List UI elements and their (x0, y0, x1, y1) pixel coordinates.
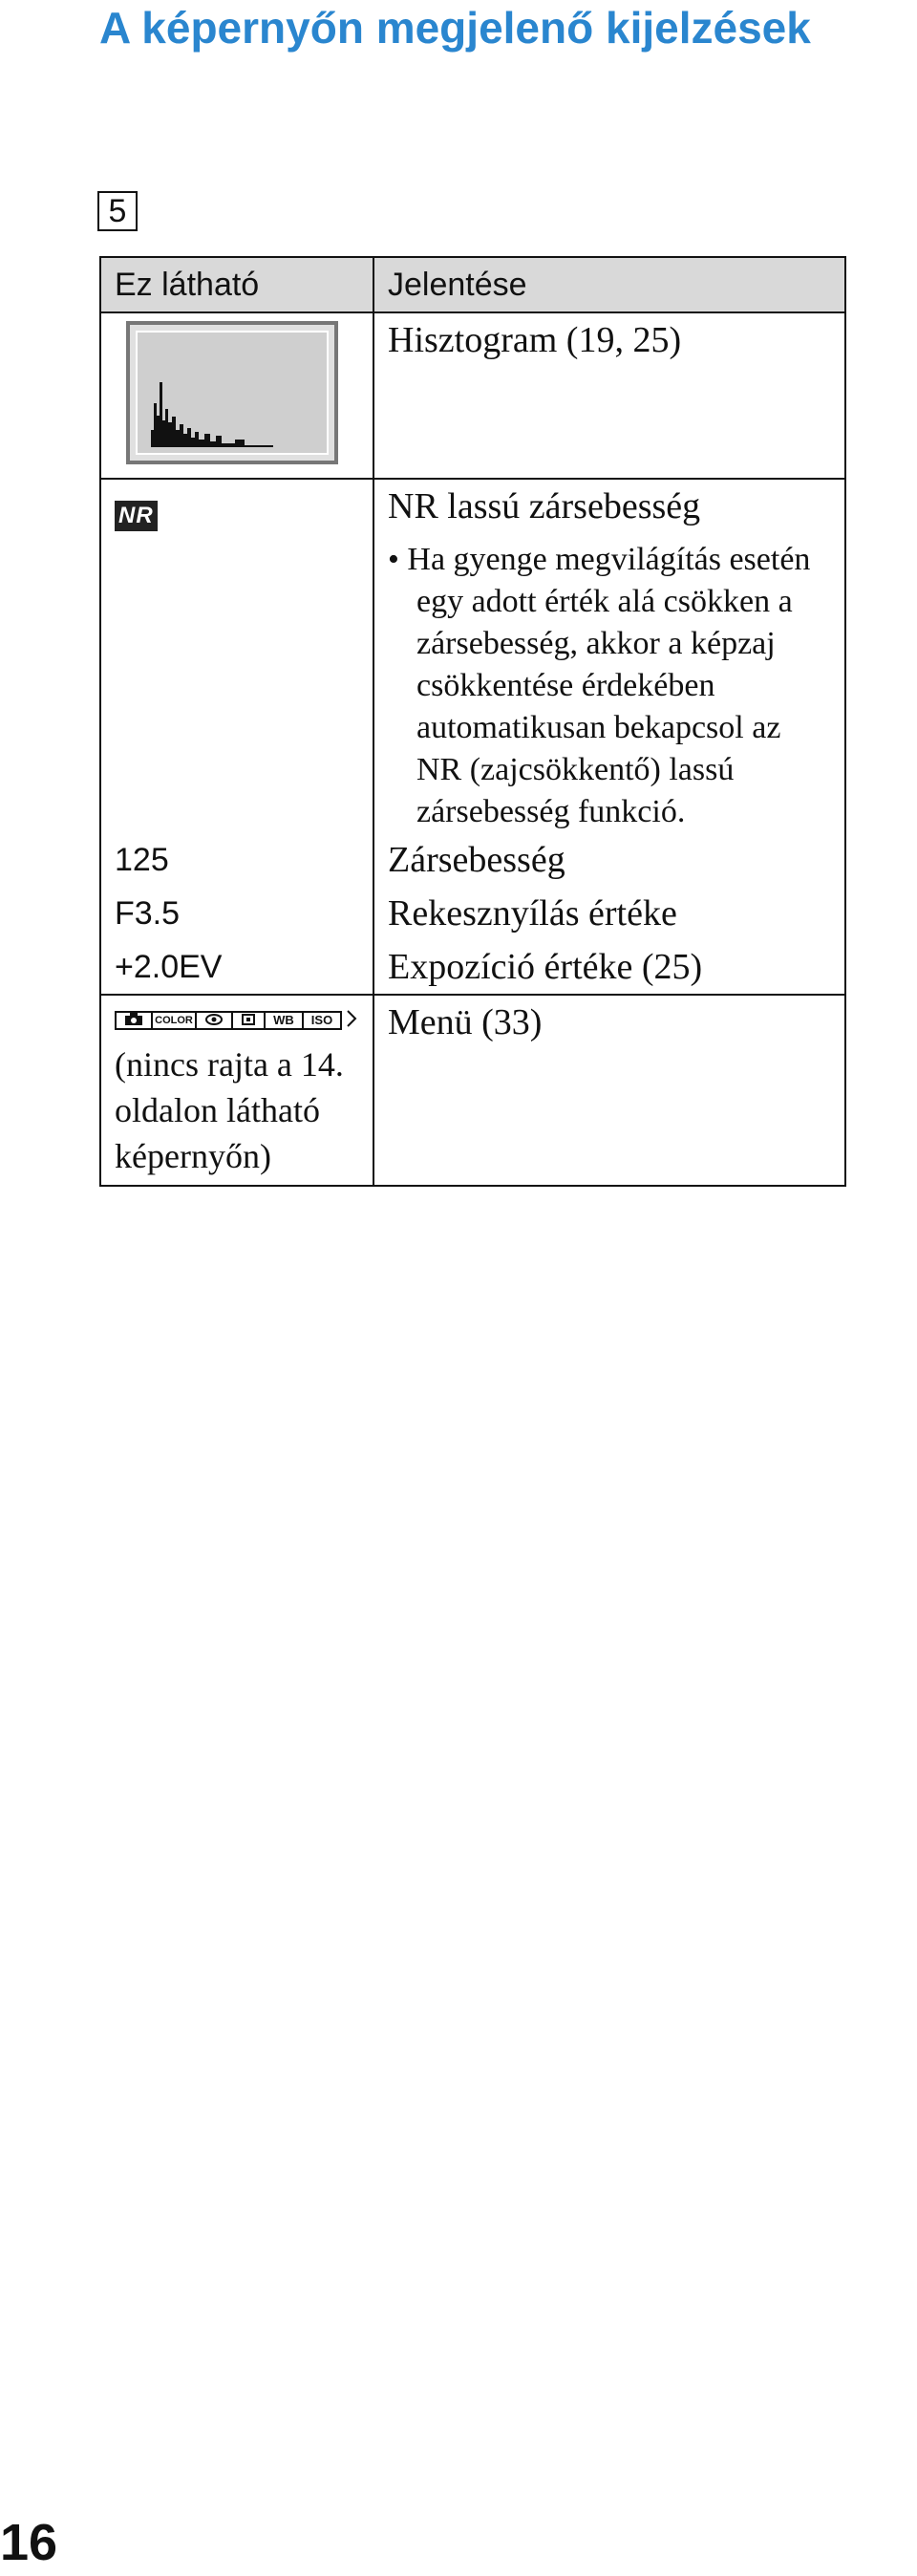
aperture-value: F3.5 (100, 887, 373, 940)
exposure-meaning: Expozíció értéke (25) (373, 940, 845, 995)
menu-meaning: Menü (33) (373, 995, 845, 1186)
nr-bullet-text: • Ha gyenge megvilágítás esetén egy adott érték alá csökken a zársebesség, akkor a képzaj csökkentése érdekében automatikusan bekapcsol az NR (zajcsökkentő) lassú zársebesség funkció. (388, 542, 811, 829)
menu-icon-strip (115, 1009, 359, 1032)
table-row-shutter (100, 833, 845, 887)
iso-icon: ISO (302, 1011, 342, 1030)
shutter-value: 125 (100, 833, 373, 887)
histogram-thumbnail (126, 321, 338, 464)
camera-icon (115, 1011, 153, 1030)
table-row-exposure (100, 940, 845, 995)
menu-cell (100, 995, 373, 1186)
section-number-box: 5 (97, 191, 138, 231)
wb-icon: WB (264, 1011, 304, 1030)
histogram-cell (100, 312, 373, 479)
eye-icon (195, 1011, 233, 1030)
frame-icon (231, 1011, 266, 1030)
indicator-table (99, 256, 846, 1187)
histogram-meaning: Hisztogram (19, 25) (373, 312, 845, 479)
color-icon: COLOR (151, 1011, 197, 1030)
exposure-value: +2.0EV (100, 940, 373, 995)
table-row-menu (100, 995, 845, 1186)
shutter-meaning: Zársebesség (373, 833, 845, 887)
menu-note: (nincs rajta a 14. oldalon látható képernyőn) (115, 1045, 344, 1175)
nr-meaning-cell (373, 479, 845, 833)
header-meaning: Jelentése (373, 257, 845, 312)
nr-meaning: NR lassú zársebesség (388, 486, 701, 526)
nr-icon: NR (115, 501, 158, 531)
histogram-graph (130, 325, 334, 461)
table-row-nr (100, 479, 845, 833)
table-row-histogram (100, 312, 845, 479)
nr-cell (100, 479, 373, 833)
table-header-row (100, 257, 845, 312)
arrow-right-icon (346, 1009, 357, 1033)
table-row-aperture (100, 887, 845, 940)
page-title: A képernyőn megjelenő kijelzések (99, 3, 811, 53)
header-shown: Ez látható (100, 257, 373, 312)
page-number: 16 (0, 2514, 58, 2571)
aperture-meaning: Rekesznyílás értéke (373, 887, 845, 940)
